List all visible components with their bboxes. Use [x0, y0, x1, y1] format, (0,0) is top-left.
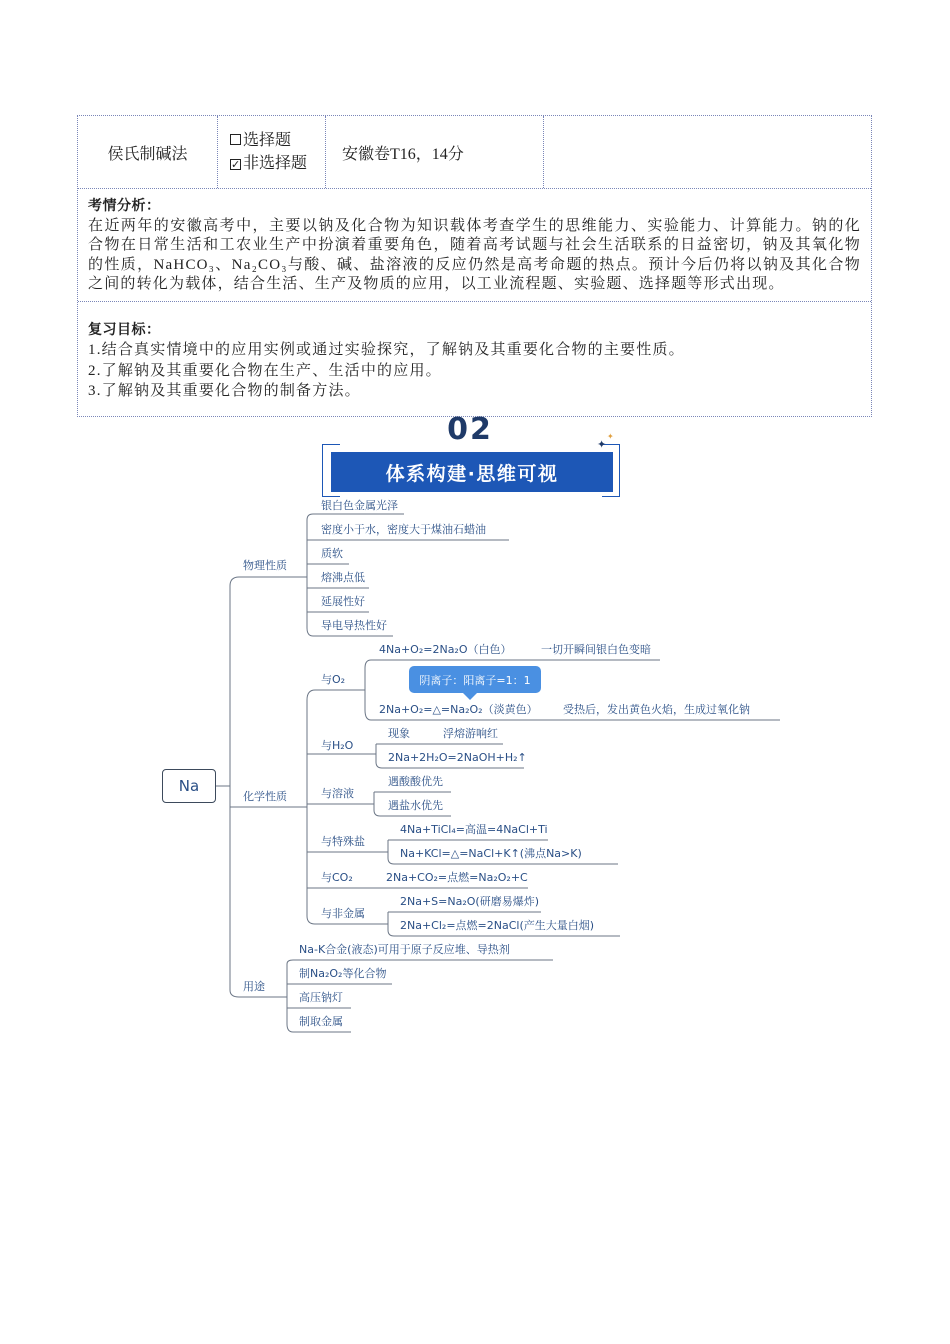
- chem-salt-label: 与特殊盐: [321, 835, 365, 848]
- chem-salt-item: 4Na+TiCl₄=高温=4NaCl+Ti: [400, 823, 548, 836]
- callout-pointer: [463, 693, 477, 700]
- section-number: 02: [447, 412, 493, 447]
- branch-physical: 物理性质: [243, 559, 287, 572]
- chem-solution-item: 遇酸酸优先: [388, 775, 443, 788]
- chem-nonmetal-item: 2Na+Cl₂=点燃=2NaCl(产生大量白烟): [400, 919, 595, 932]
- chem-o2-note: 受热后，发出黄色火焰，生成过氧化钠: [563, 703, 750, 716]
- chem-salt-item: Na+KCl=△=NaCl+K↑(沸点Na>K): [400, 847, 582, 860]
- chem-nonmetal-item: 2Na+S=Na₂O(研磨易爆炸): [400, 895, 540, 908]
- chem-co2-equation: 2Na+CO₂=点燃=Na₂O₂+C: [386, 871, 528, 884]
- branch-chemical: 化学性质: [243, 790, 287, 803]
- ion-ratio-callout: 阴离子：阳离子=1：1: [409, 666, 541, 693]
- uses-item: Na-K合金(液态)可用于原子反应堆、导热剂: [299, 943, 510, 956]
- uses-item: 高压钠灯: [299, 991, 343, 1004]
- chem-nonmetal-label: 与非金属: [321, 907, 365, 920]
- chem-h2o-label: 与H₂O: [321, 739, 354, 752]
- physical-item: 熔沸点低: [321, 571, 365, 584]
- choice-label: 选择题: [243, 132, 292, 149]
- analysis-text: 在近两年的安徽高考中，主要以钠及化合物为知识载体考查学生的思维能力、实验能力、计算能力。钠的化合物在日常生活和工农业生产中扮演着重要角色，随着高考试题与社会生活联系的日益密切，钠及其氧化物的性质，NaHCO₃、Na₂CO₃与酸、碱、盐溶液的反应仍然是高考命题的热点。预计今后仍将以钠及其化合物之间的转化为载体，结合生活、生产及物质的应用，以工业流程题、实验题、选择题等形式出现。: [88, 217, 861, 292]
- chem-h2o-phenomenon-note: 浮熔游响红: [443, 727, 498, 740]
- chem-h2o-phenomenon: 现象: [388, 727, 410, 740]
- physical-item: 银白色金属光泽: [321, 499, 398, 512]
- exam-cell: 安徽卷T16，14分: [326, 116, 544, 188]
- nonchoice-label: 非选择题: [243, 155, 308, 172]
- chem-co2-label: 与CO₂: [321, 871, 353, 884]
- chem-o2-note: 一切开瞬间银白色变暗: [541, 643, 651, 656]
- physical-item: 延展性好: [321, 595, 365, 608]
- chem-o2-reaction: 4Na+O₂=2Na₂O（白色）: [379, 643, 512, 656]
- mindmap-root: Na: [162, 769, 216, 803]
- chem-h2o-equation: 2Na+2H₂O=2NaOH+H₂↑: [388, 751, 527, 764]
- physical-item: 质软: [321, 547, 343, 560]
- physical-item: 导电导热性好: [321, 619, 387, 632]
- chem-o2-label: 与O₂: [321, 673, 346, 686]
- uses-item: 制取金属: [299, 1015, 343, 1028]
- goal-item: 2.了解钠及其重要化合物在生产、生活中的应用。: [88, 362, 442, 379]
- uses-item: 制Na₂O₂等化合物: [299, 967, 387, 980]
- analysis-heading: 考情分析：: [88, 198, 161, 214]
- chem-solution-item: 遇盐水优先: [388, 799, 443, 812]
- goals-heading: 复习目标：: [88, 321, 161, 338]
- physical-item: 密度小于水，密度大于煤油石蜡油: [321, 523, 486, 536]
- chem-solution-label: 与溶液: [321, 787, 354, 800]
- section-title: 体系构建·思维可视: [331, 452, 613, 492]
- goal-item: 1.结合真实情境中的应用实例或通过实验探究，了解钠及其重要化合物的主要性质。: [88, 342, 685, 358]
- checkbox-checked-icon[interactable]: ✓: [231, 158, 241, 171]
- sparkle-icon: ✦: [597, 438, 607, 451]
- topic-cell: 侯氏制碱法: [78, 116, 218, 188]
- goal-item: 3.了解钠及其重要化合物的制备方法。: [88, 383, 361, 399]
- chem-o2-reaction: 2Na+O₂=△=Na₂O₂（淡黄色）: [379, 703, 538, 716]
- branch-uses: 用途: [243, 980, 265, 993]
- sparkle-small-icon: ✦: [607, 432, 614, 441]
